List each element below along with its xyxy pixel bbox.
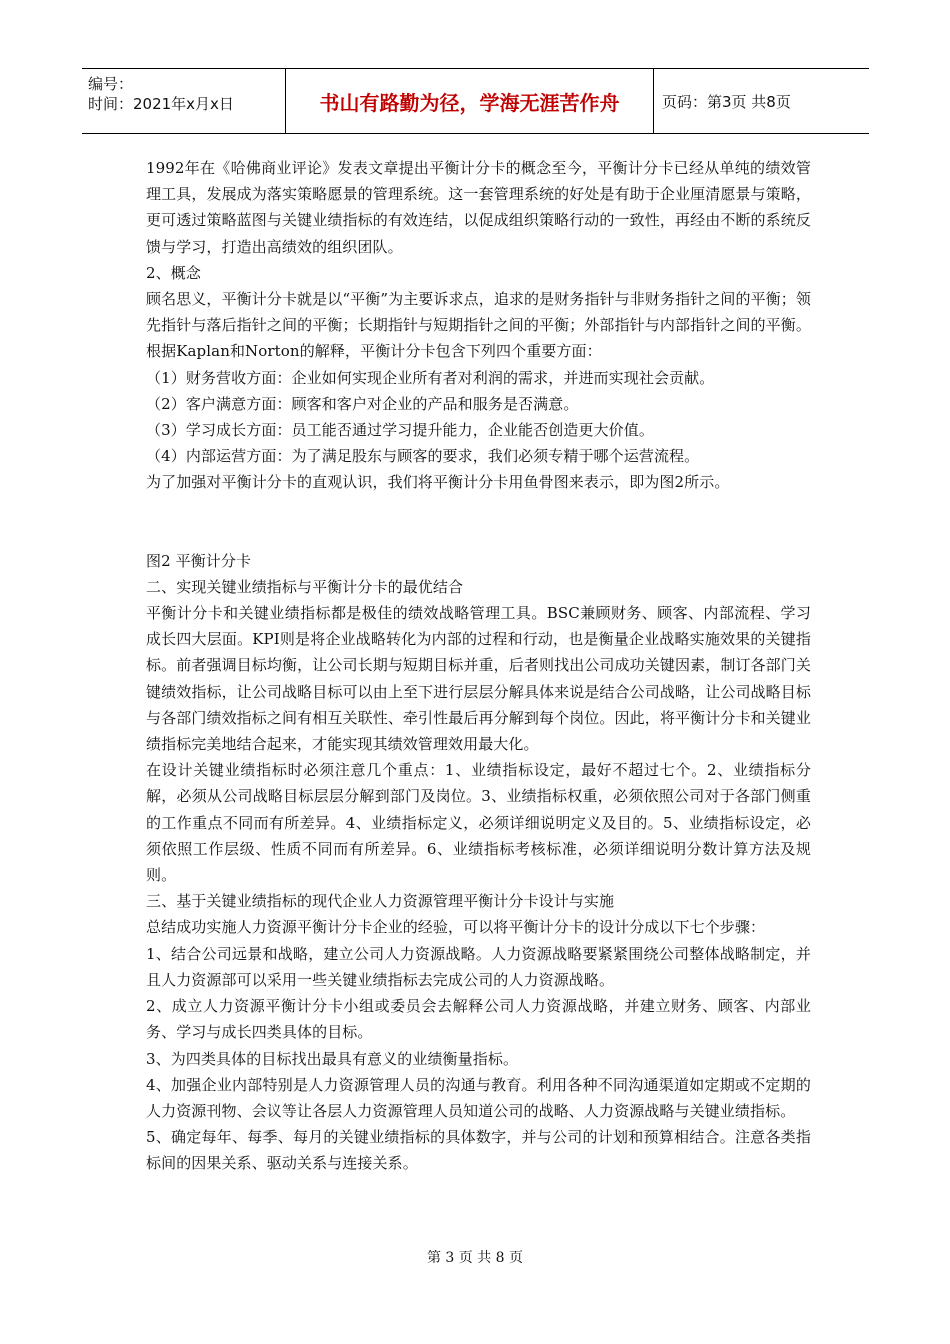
header-page-info: 页码：第3页 共8页: [662, 92, 791, 111]
list-item: 1、结合公司远景和战略，建立公司人力资源战略。人力资源战略要紧紧围绕公司整体战略制定，并且人力资源部可以采用一些关键业绩指标去完成公司的人力资源战略。: [146, 944, 811, 989]
header-meta: [82, 69, 286, 133]
paragraph: 顾名思义，平衡计分卡就是以“平衡”为主要诉求点，追求的是财务指针与非财务指针之间的平衡；领先指针与落后指针之间的平衡；长期指针与短期指针之间的平衡；外部指针与内部指针之间的平衡。根据Kaplan和Norton的解释，平衡计分卡包含下列四个重要方面：: [146, 290, 811, 361]
list-item: （3）学习成长方面：员工能否通过学习提升能力，企业能否创造更大价值。: [146, 421, 654, 440]
document-body: [146, 155, 811, 1177]
list-item: （2）客户满意方面：顾客和客户对企业的产品和服务是否满意。: [146, 394, 579, 413]
page-footer: 第 3 页 共 8 页: [426, 1250, 524, 1266]
section-heading: 二、实现关键业绩指标与平衡计分卡的最优结合: [146, 577, 464, 596]
paragraph: 在设计关键业绩指标时必须注意几个重点：1、业绩指标设定，最好不超过七个。2、业绩指标分解，必须从公司战略目标层层分解到部门及岗位。3、业绩指标权重，必须依照公司对于各部门侧重的工作重点不同而有所差异。4、业绩指标定义，必须详细说明定义及目的。5、业绩指标设定，必须依照工作层级、性质不同而有所差异。6、业绩指标考核标准，必须详细说明分数计算方法及规则。: [146, 761, 811, 885]
paragraph: 1992年在《哈佛商业评论》发表文章提出平衡计分卡的概念至今，平衡计分卡已经从单纯的绩效管理工具，发展成为落实策略愿景的管理系统。这一套管理系统的好处是有助于企业厘清愿景与策略，更可透过策略蓝图与关键业绩指标的有效连结，以促成组织策略行动的一致性，再经由不断的系统反馈与学习，打造出高绩效的组织团队。: [146, 159, 811, 256]
figure-placeholder: [146, 496, 811, 548]
list-item: 3、为四类具体的目标找出最具有意义的业绩衡量指标。: [146, 1049, 519, 1068]
document-date: 时间：2021年x月x日: [88, 95, 234, 113]
list-item: 4、加强企业内部特别是人力资源管理人员的沟通与教育。利用各种不同沟通渠道如定期或不定期的人力资源刊物、会议等让各层人力资源管理人员知道公司的战略、人力资源战略与关键业绩指标。: [146, 1075, 811, 1120]
paragraph: 总结成功实施人力资源平衡计分卡企业的经验，可以将平衡计分卡的设计分成以下七个步骤：: [146, 918, 766, 937]
section-heading: 2、概念: [146, 263, 201, 282]
header-motto: 书山有路勤为径，学海无涯苦作舟: [286, 69, 654, 133]
list-item: （1）财务营收方面：企业如何实现企业所有者对利润的需求，并进而实现社会贡献。: [146, 368, 715, 387]
list-item: 2、成立人力资源平衡计分卡小组或委员会去解释公司人力资源战略，并建立财务、顾客、内部业务、学习与成长四类具体的目标。: [146, 997, 811, 1042]
page-header: [82, 68, 869, 134]
paragraph: 为了加强对平衡计分卡的直观认识，我们将平衡计分卡用鱼骨图来表示，即为图2所示。: [146, 473, 730, 492]
list-item: （4）内部运营方面：为了满足股东与顾客的要求，我们必须专精于哪个运营流程。: [146, 447, 700, 466]
figure-caption: 图2 平衡计分卡: [146, 551, 252, 570]
paragraph: 平衡计分卡和关键业绩指标都是极佳的绩效战略管理工具。BSC兼顾财务、顾客、内部流程、学习成长四大层面。KPI则是将企业战略转化为内部的过程和行动，也是衡量企业战略实施效果的关键指标。前者强调目标均衡，让公司长期与短期目标并重，后者则找出公司成功关键因素，制订各部门关键绩效指标，让公司战略目标可以由上至下进行层层分解具体来说是结合公司战略，让公司战略目标与各部门绩效指标之间有相互关联性、牵引性最后再分解到每个岗位。因此，将平衡计分卡和关键业绩指标完美地结合起来，才能实现其绩效管理效用最大化。: [146, 604, 811, 754]
section-heading: 三、基于关键业绩指标的现代企业人力资源管理平衡计分卡设计与实施: [146, 892, 615, 911]
document-code-label: 编号：: [88, 75, 134, 93]
list-item: 5、确定每年、每季、每月的关键业绩指标的具体数字，并与公司的计划和预算相结合。注意各类指标间的因果关系、驱动关系与连接关系。: [146, 1128, 811, 1173]
